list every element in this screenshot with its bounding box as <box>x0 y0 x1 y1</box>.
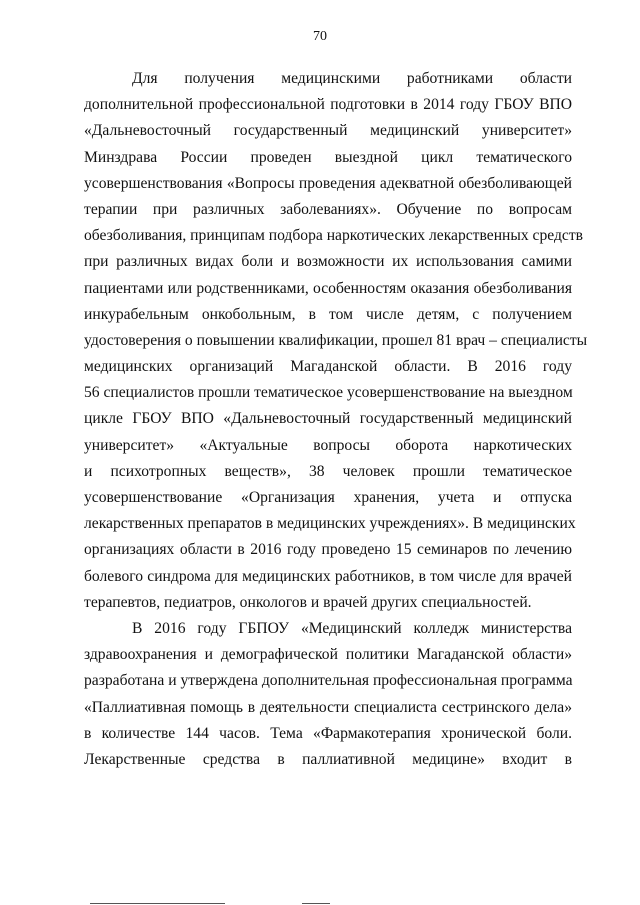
paragraph-1-line: при различных видах боли и возможности их использования самими <box>84 253 572 271</box>
paragraph-2-line: Лекарственные средства в паллиативной медицине» входит в <box>84 750 572 768</box>
paragraph-1-line: усовершенствования «Вопросы проведения адекватной обезболивающей <box>84 174 572 192</box>
paragraph-2-line: «Паллиативная помощь в деятельности специалиста сестринского дела» <box>84 698 572 716</box>
paragraph-1-line: 56 специалистов прошли тематическое усовершенствование на выездном <box>84 384 573 402</box>
bottom-rule-center <box>302 903 330 904</box>
paragraph-2-line: здравоохранения и демографической политики Магаданской области» <box>84 646 572 664</box>
paragraph-1-line: удостоверения о повышении квалификации, прошел 81 врач – специалисты <box>84 331 588 349</box>
paragraph-2-line: В 2016 году ГБПОУ «Медицинский колледж министерства <box>132 619 572 637</box>
paragraph-1-line: усовершенствование «Организация хранения, учета и отпуска <box>84 489 572 506</box>
paragraph-1-line: лекарственных препаратов в медицинских учреждениях». В медицинских <box>84 515 576 533</box>
paragraph-1-line: дополнительной профессиональной подготовки в 2014 году ГБОУ ВПО <box>84 96 572 114</box>
paragraph-1-line: болевого синдрома для медицинских работников, в том числе для врачей <box>84 567 572 585</box>
paragraph-1-line: Для получения медицинскими работниками области <box>132 70 572 87</box>
bottom-rule-left <box>90 903 225 904</box>
paragraph-1-line: терапии при различных заболеваниях». Обучение по вопросам <box>84 200 572 218</box>
paragraph-1-line: «Дальневосточный государственный медицинский университет» <box>84 122 572 140</box>
page-body <box>84 66 588 773</box>
paragraph-1-line: Минздрава России проведен выездной цикл тематического <box>84 148 572 166</box>
paragraph-1-line: цикле ГБОУ ВПО «Дальневосточный государственный медицинский <box>84 410 572 428</box>
paragraph-1-line: и психотропных веществ», 38 человек прошли тематическое <box>84 462 572 480</box>
paragraph-1-line: обезболивания, принципам подбора наркотических лекарственных средств <box>84 227 584 245</box>
paragraph-2-line: в количестве 144 часов. Тема «Фармакотерапия хронической боли. <box>84 724 572 742</box>
paragraph-1-line: университет» «Актуальные вопросы оборота наркотических <box>84 436 572 454</box>
paragraph-1-line: инкурабельным онкобольным, в том числе детям, с получением <box>84 305 572 323</box>
page-number: 70 <box>313 29 327 44</box>
paragraph-1-line: терапевтов, педиатров, онкологов и врачей других специальностей. <box>84 593 532 611</box>
paragraph-1-line: медицинских организаций Магаданской области. В 2016 году <box>84 358 572 376</box>
paragraph-1-line: пациентами или родственниками, особенностям оказания обезболивания <box>84 279 572 297</box>
paragraph-2-line: разработана и утверждена дополнительная профессиональная программа <box>84 672 573 690</box>
paragraph-1-line: организациях области в 2016 году проведено 15 семинаров по лечению <box>84 541 572 559</box>
